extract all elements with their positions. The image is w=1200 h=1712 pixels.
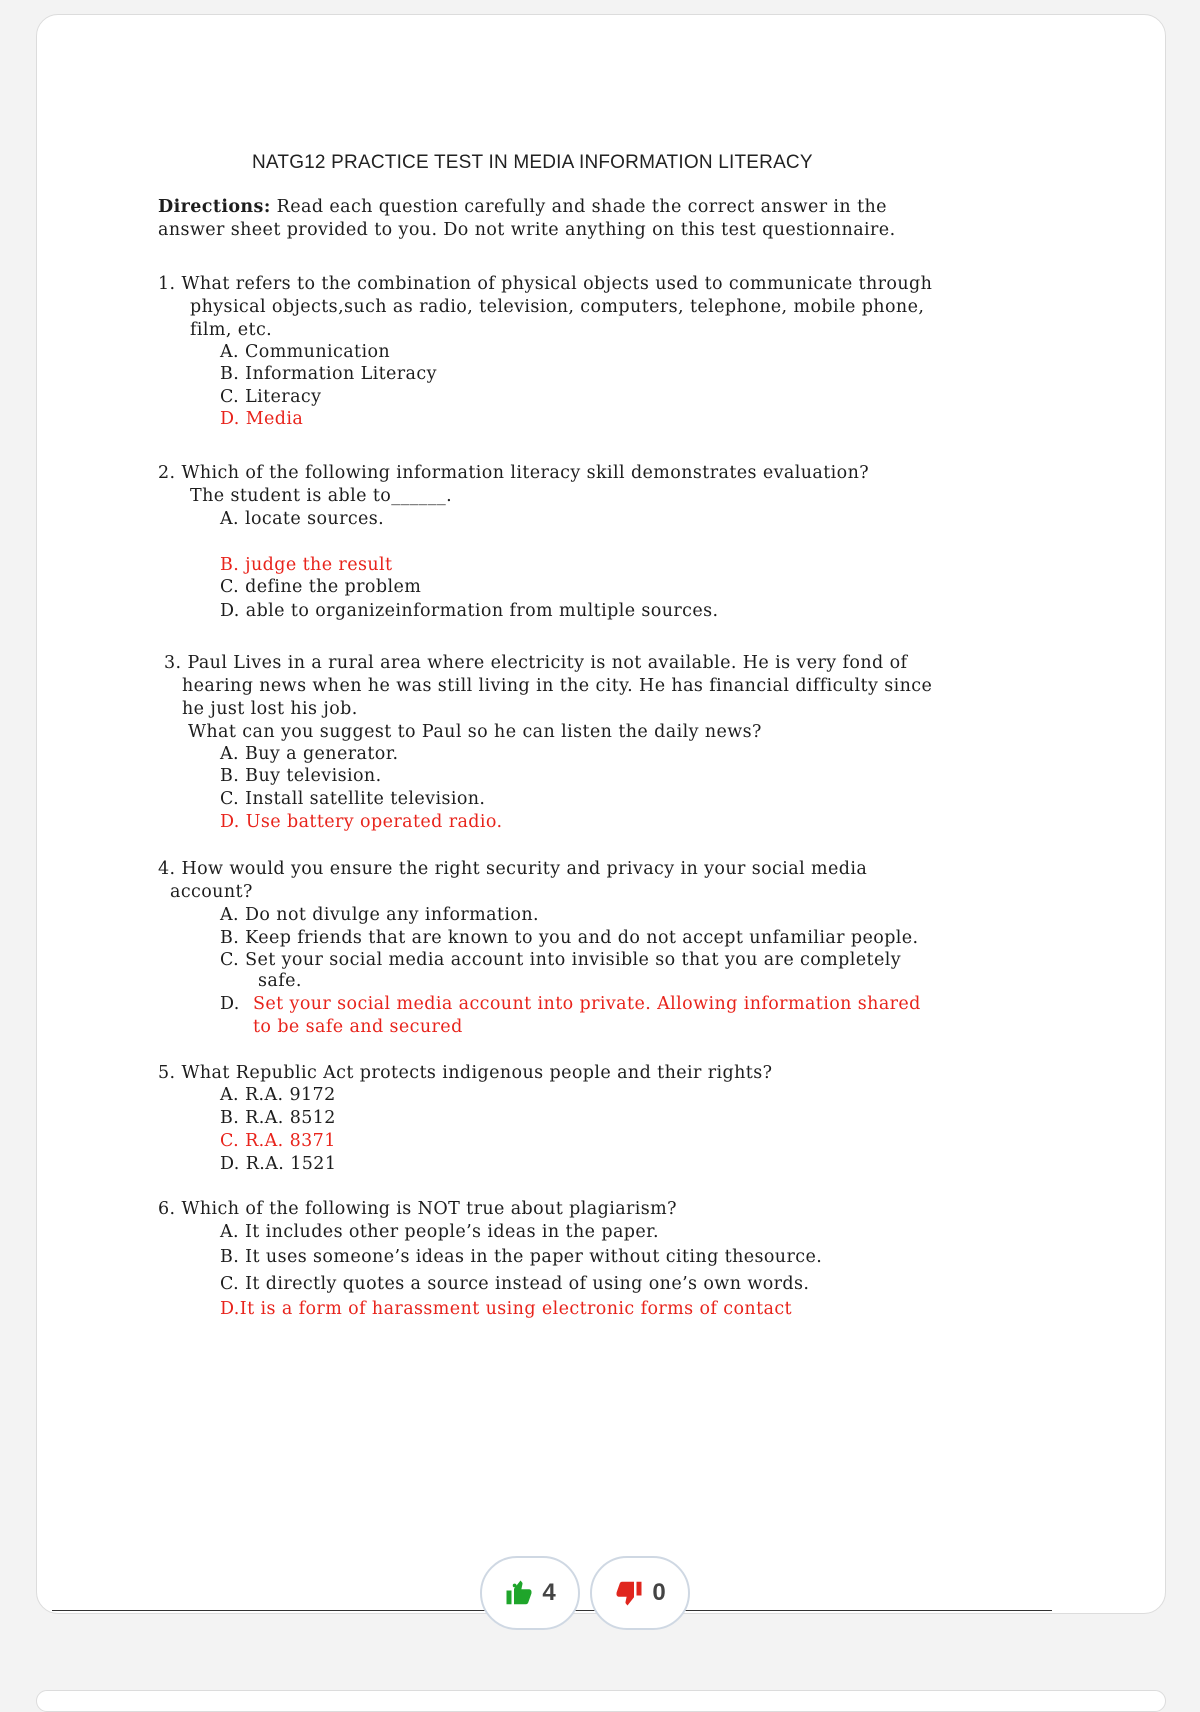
question-4-option-d-answer-line-2: to be safe and secured (253, 1017, 463, 1037)
directions-line-1 (158, 195, 887, 220)
question-4-line-1: 4. How would you ensure the right security and privacy in your social media (158, 859, 868, 879)
question-1-line-1: 1. What refers to the combination of physical objects used to communicate through (158, 274, 933, 294)
directions-text-1: Read each question carefully and shade the correct answer in the (276, 197, 887, 217)
question-4-option-c-line-2: safe. (258, 971, 302, 991)
question-4-option-a: A. Do not divulge any information. (220, 905, 539, 925)
question-4-option-d-label: D. (220, 994, 240, 1014)
question-5-option-c-answer: C. R.A. 8371 (220, 1131, 336, 1151)
question-3-line-3: he just lost his job. (182, 699, 358, 719)
thumbs-up-icon (504, 1578, 534, 1608)
question-1-line-3: film, etc. (190, 320, 273, 340)
question-1-option-c: C. Literacy (220, 387, 322, 407)
upvote-count: 4 (542, 1579, 556, 1606)
question-2-option-a: A. locate sources. (220, 509, 385, 529)
question-3-option-a: A. Buy a generator. (220, 744, 399, 764)
question-3-option-d-answer: D. Use battery operated radio. (220, 812, 503, 832)
question-2-option-c: C. define the problem (220, 577, 422, 597)
question-6-line-1: 6. Which of the following is NOT true about plagiarism? (158, 1199, 677, 1219)
question-2-option-d: D. able to organizeinformation from multiple sources. (220, 601, 719, 621)
question-2-line-2: The student is able to______. (190, 486, 453, 506)
question-6-option-b: B. It uses someone’s ideas in the paper without citing thesource. (220, 1247, 823, 1267)
question-1-option-b: B. Information Literacy (220, 364, 437, 384)
question-2-option-b-answer: B. judge the result (220, 555, 393, 575)
question-5-option-a: A. R.A. 9172 (220, 1085, 336, 1105)
question-4-line-2: account? (170, 882, 253, 902)
question-2-line-1: 2. Which of the following information literacy skill demonstrates evaluation? (158, 463, 870, 483)
question-1-line-2: physical objects,such as radio, television, computers, telephone, mobile phone, (190, 297, 925, 317)
downvote-button[interactable] (590, 1556, 690, 1630)
question-1-option-d-answer: D. Media (220, 409, 304, 429)
question-4-option-b: B. Keep friends that are known to you and do not accept unfamiliar people. (220, 928, 919, 948)
question-3-line-1: 3. Paul Lives in a rural area where electricity is not available. He is very fond of (164, 653, 908, 673)
question-3-line-4: What can you suggest to Paul so he can listen the daily news? (188, 722, 762, 742)
question-6-option-d-answer: D.It is a form of harassment using electronic forms of contact (220, 1299, 792, 1319)
directions-line-2: answer sheet provided to you. Do not write anything on this test questionnaire. (158, 220, 896, 240)
question-3-line-2: hearing news when he was still living in the city. He has financial difficulty since (182, 676, 933, 696)
upvote-button[interactable] (480, 1556, 580, 1630)
question-6-option-c: C. It directly quotes a source instead of using one’s own words. (220, 1274, 810, 1294)
question-6-option-a: A. It includes other people’s ideas in the paper. (220, 1222, 659, 1242)
question-4-option-c-line-1: C. Set your social media account into invisible so that you are completely (220, 950, 902, 970)
thumbs-down-icon (614, 1578, 644, 1608)
question-5-option-b: B. R.A. 8512 (220, 1108, 336, 1128)
document-title: NATG12 PRACTICE TEST IN MEDIA INFORMATION LITERACY (252, 152, 813, 173)
directions-label: Directions: (158, 197, 271, 217)
question-3-option-c: C. Install satellite television. (220, 789, 486, 809)
question-1-option-a: A. Communication (220, 342, 391, 362)
document-page (36, 14, 1166, 1614)
question-5-option-d: D. R.A. 1521 (220, 1154, 337, 1174)
downvote-count: 0 (652, 1579, 666, 1606)
next-page-edge (36, 1690, 1166, 1712)
question-5-line-1: 5. What Republic Act protects indigenous people and their rights? (158, 1063, 773, 1083)
question-3-option-b: B. Buy television. (220, 766, 382, 786)
question-4-option-d-answer-line-1: Set your social media account into private. Allowing information shared (253, 994, 921, 1014)
